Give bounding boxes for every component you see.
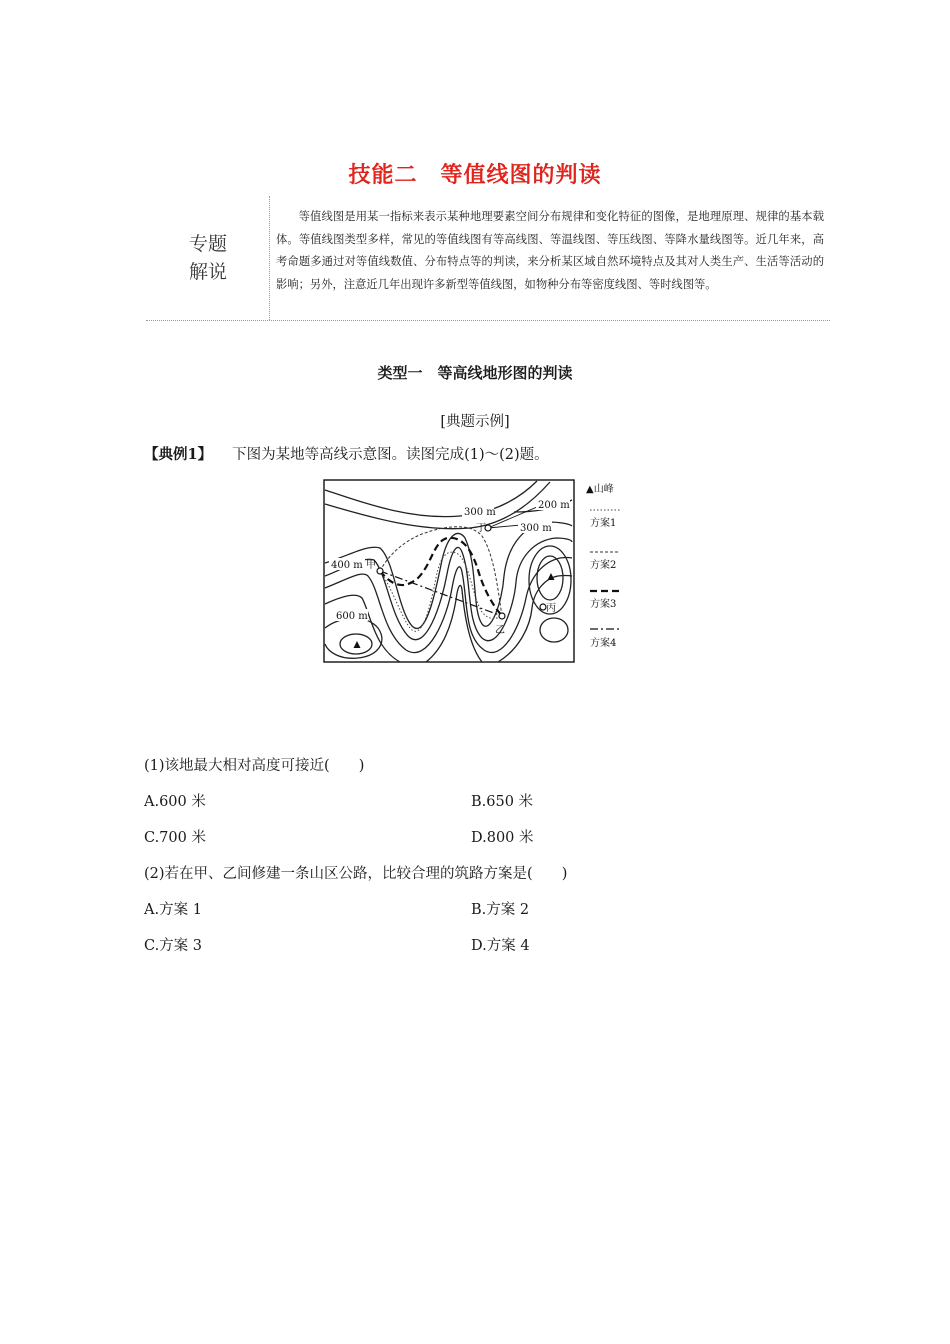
example-tag: 【典例1】 xyxy=(144,446,213,463)
place-jia-marker xyxy=(377,568,383,574)
question-2-option-a: A.方案 1 xyxy=(144,902,202,918)
contour-label-400: 400 m xyxy=(331,560,363,571)
place-bing-label: 丙 xyxy=(546,603,556,614)
question-2-option-b: B.方案 2 xyxy=(471,902,530,918)
legend-plan3: 方案3 xyxy=(590,599,617,610)
example-prompt xyxy=(144,443,549,464)
question-1-option-b: B.650 米 xyxy=(471,794,534,810)
place-ding-label: 丁 xyxy=(476,523,486,534)
place-yi-marker xyxy=(499,613,505,619)
question-2-option-c: C.方案 3 xyxy=(144,938,203,954)
place-jia-label: 甲 xyxy=(366,560,376,571)
legend-plan4: 方案4 xyxy=(590,638,617,649)
contour-label-600: 600 m xyxy=(336,611,368,622)
intro-side-label-line2: 解说 xyxy=(188,261,227,283)
contour-label-200: 200 m xyxy=(538,500,570,511)
question-1-option-a: A.600 米 xyxy=(144,794,206,810)
example-prompt-text: 下图为某地等高线示意图。读图完成(1)～(2)题。 xyxy=(232,447,549,463)
example-subheading: [典题示例] xyxy=(440,414,510,430)
question-1-stem: (1)该地最大相对高度可接近( ) xyxy=(144,758,365,774)
question-2-option-d: D.方案 4 xyxy=(471,938,530,954)
question-2-stem: (2)若在甲、乙间修建一条山区公路，比较合理的筑路方案是( ) xyxy=(144,866,568,882)
page-title: 技能二 等值线图的判读 xyxy=(348,163,602,188)
contour-map-figure xyxy=(322,478,632,668)
legend-plan1: 方案1 xyxy=(590,518,617,529)
place-yi-label: 乙 xyxy=(495,625,505,636)
intro-divider xyxy=(269,196,270,320)
intro-side-label-line1: 专题 xyxy=(188,233,227,255)
legend-plan2: 方案2 xyxy=(590,560,617,571)
intro-side-label xyxy=(178,230,238,286)
question-1-option-c: C.700 米 xyxy=(144,830,206,846)
legend-peak: ▲山峰 xyxy=(586,484,614,495)
section-heading: 类型一 等高线地形图的判读 xyxy=(377,364,573,382)
contour-label-300-right: 300 m xyxy=(520,523,552,534)
contour-label-300-top: 300 m xyxy=(464,507,496,518)
legend xyxy=(586,482,620,649)
intro-paragraph: 等值线图是用某一指标来表示某种地理要素空间分布规律和变化特征的图像，是地理原理、规律的基本载体。等值线图类型多样，常见的等值线图有等高线图、等温线图、等压线图、等降水量线图等。近几年来，高考命题多通过对等值线数值、分布特点等的判读，来分析某区域自然环境特点及其对人类生产、生活等活动的影响；另外，注意近几年出现许多新型等值线图，如物种分布等密度线图、等时线图等。 xyxy=(276,210,824,291)
question-1-option-d: D.800 米 xyxy=(471,830,534,846)
